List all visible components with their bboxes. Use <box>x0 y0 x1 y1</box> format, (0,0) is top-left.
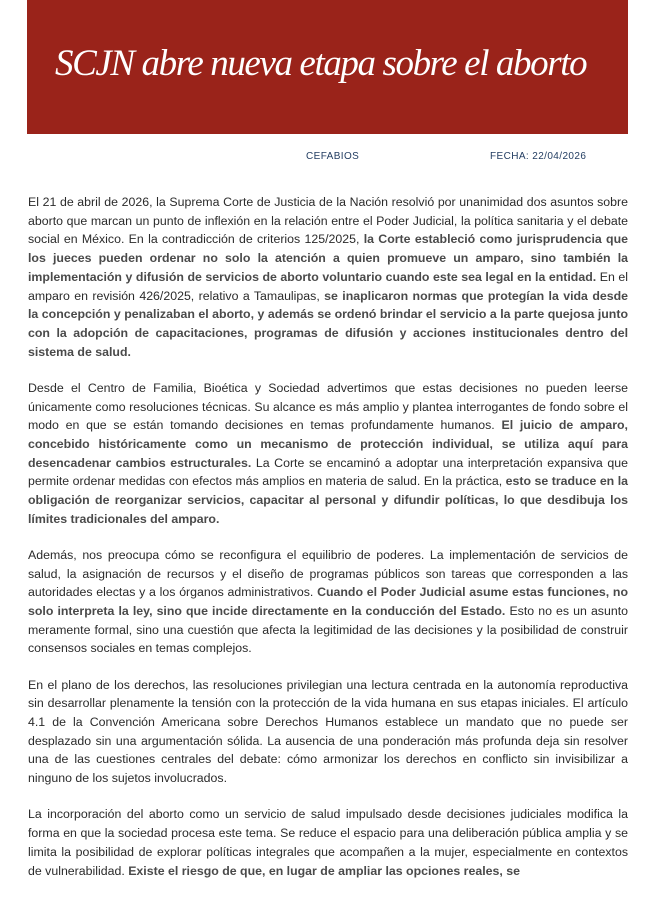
body-text: Desde el Centro de Familia, Bioética y Sociedad advertimos que estas decisiones no pueden leerse únicamente como resoluciones técnicas. Su alcance es más amplio y plantea interrogantes de fondo sobre el modo en que se están tomando decisiones en temas profundamente humanos. <box>28 380 628 433</box>
body-text: La Corte se encaminó a adoptar una interpretación expansiva que permite ordenar medidas con efectos más amplios en materia de salud. En la práctica, <box>28 455 628 489</box>
paragraph-3 <box>28 546 628 658</box>
article-body <box>28 193 628 898</box>
date-label: FECHA: 22/04/2026 <box>490 151 587 162</box>
body-text: En el amparo en revisión 426/2025, relativo a Tamaulipas, <box>28 269 628 303</box>
body-text: Además, nos preocupa cómo se reconfigura el equilibrio de poderes. La implementación de servicios de salud, la asignación de recursos y el diseño de programas públicos son tareas que corresponden a las autoridades electas y a los órganos administrativos. <box>28 547 628 600</box>
paragraph-1 <box>28 193 628 361</box>
title-banner <box>27 0 628 134</box>
paragraph-4 <box>28 676 628 788</box>
emphasis-text: El juicio de amparo, concebido históricamente como un mecanismo de protección individual, se utiliza aquí para desencadenar cambios estructurales. <box>28 418 628 470</box>
emphasis-text: Cuando el Poder Judicial asume estas funciones, no solo interpreta la ley, sino que incide directamente en la conducción del Estado. <box>28 585 628 619</box>
body-text: La incorporación del aborto como un servicio de salud impulsado desde decisiones judiciales modifica la forma en que la sociedad procesa este tema. Se reduce el espacio para una deliberación pública amplia y se limita la posibilidad de explorar políticas integrales que acompañen a la mujer, especialmente en contextos de vulnerabilidad. <box>28 807 628 878</box>
paragraph-5 <box>28 805 628 880</box>
body-text: Esto no es un asunto meramente formal, sino una cuestión que afecta la legitimidad de las decisiones y la posibilidad de construir consensos sociales en temas complejos. <box>28 604 629 656</box>
source-label: CEFABIOS <box>306 151 360 162</box>
paragraph-2 <box>28 379 628 529</box>
emphasis-text: esto se traduce en la obligación de reorganizar servicios, capacitar al personal y difundir políticas, lo que desdibuja los límites tradicionales del amparo. <box>28 474 629 526</box>
page-title: SCJN abre nueva etapa sobre el aborto <box>55 43 587 84</box>
emphasis-text: Existe el riesgo de que, en lugar de ampliar las opciones reales, se <box>128 863 520 878</box>
body-text: El 21 de abril de 2026, la Suprema Corte de Justicia de la Nación resolvió por unanimidad dos asuntos sobre aborto que marcan un punto de inflexión en la relación entre el Poder Judicial, la política sanitaria y el debate social en México. En la contradicción de criterios 125/2025, <box>28 195 628 247</box>
emphasis-text: se inaplicaron normas que protegían la vida desde la concepción y penalizaban el aborto, y además se ordenó brindar el servicio a la parte quejosa junto con la adopción de capacitaciones, programas de difusión y acciones institucionales dentro del sistema de salud. <box>28 288 628 359</box>
emphasis-text: la Corte estableció como jurisprudencia que los jueces pueden ordenar no solo la atención a quien promueve un amparo, sino también la implementación y difusión de servicios de aborto voluntario cuando este sea legal en la entidad. <box>28 232 628 284</box>
body-text: En el plano de los derechos, las resoluciones privilegian una lectura centrada en la autonomía reproductiva sin desarrollar plenamente la tensión con la protección de la vida humana en sus etapas iniciales. El artículo 4.1 de la Convención Americana sobre Derechos Humanos establece un mandato que no puede ser desplazado sin una argumentación sólida. La ausencia de una ponderación más profunda deja sin resolver una de las cuestiones centrales del debate: cómo armonizar los derechos en conflicto sin invisibilizar a ninguno de los sujetos involucrados. <box>28 677 628 786</box>
